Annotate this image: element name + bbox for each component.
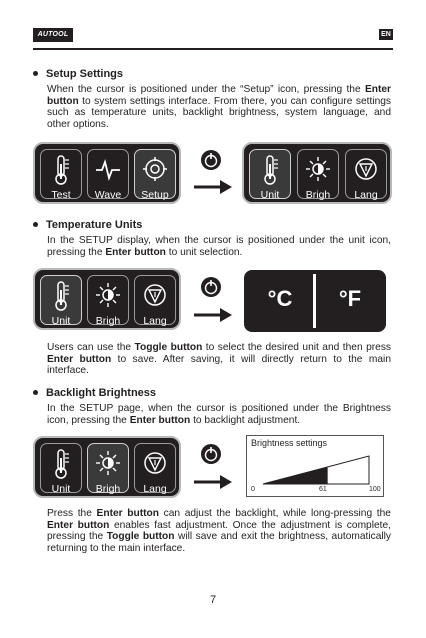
setup-paragraph: When the cursor is positioned under the “Setup” icon, pressing the Enter button to system settings interface. From there, you can configure settings such as temperature units, backlight brightness, system language, and other options. bbox=[47, 84, 391, 130]
page-number: 7 bbox=[209, 594, 217, 606]
toggle-paragraph: Users can use the Toggle button to select the desired unit and then press Enter button to save. After saving, it will directly return to the main interface. bbox=[47, 342, 392, 376]
thermometer-icon bbox=[257, 154, 283, 186]
page-header bbox=[33, 28, 393, 44]
section-title-backlight: Backlight Brightness bbox=[33, 387, 156, 399]
bullet-icon bbox=[33, 390, 38, 395]
adjust-paragraph: Press the Enter button can adjust the backlight, while long-pressing the Enter button enables fast adjustment. Once the adjustment is complete, pressing the Toggle button will save and exit the brightness, automatically returning to the main interface. bbox=[47, 508, 391, 554]
brightness-max-label: 100 bbox=[369, 486, 381, 493]
thermometer-icon bbox=[48, 280, 74, 312]
brightness-icon bbox=[305, 154, 331, 186]
section-title-temperature: Temperature Units bbox=[33, 219, 142, 231]
tile-label-unit: Unit bbox=[51, 483, 71, 495]
tile-label-unit: Unit bbox=[51, 315, 71, 327]
language-icon bbox=[142, 280, 168, 312]
tile-label-brigh: Brigh bbox=[95, 483, 121, 495]
arrow-right-icon bbox=[194, 180, 232, 194]
brightness-title: Brightness settings bbox=[251, 438, 328, 448]
language-badge: EN bbox=[379, 29, 393, 40]
brightness-min-label: 0 bbox=[251, 486, 255, 493]
unit-select-panel bbox=[33, 268, 181, 330]
section-title-setup: Setup Settings bbox=[33, 68, 123, 80]
arrow-right-icon bbox=[194, 475, 232, 489]
tile-label-lang: Lang bbox=[354, 189, 378, 201]
temperature-paragraph: In the SETUP display, when the cursor is positioned under the unit icon, pressing the Enter button to unit selection. bbox=[47, 235, 391, 258]
brightness-settings-box bbox=[246, 435, 384, 497]
wave-icon bbox=[95, 154, 121, 186]
brightness-level-meter[interactable] bbox=[247, 450, 383, 486]
tile-label-lang: Lang bbox=[143, 483, 167, 495]
unit-choice-panel bbox=[244, 270, 386, 332]
header-rule bbox=[33, 48, 393, 50]
language-icon bbox=[353, 154, 379, 186]
autool-logo: AUTOOL bbox=[33, 28, 73, 42]
enter-button-icon bbox=[200, 443, 222, 465]
tile-label-brigh: Brigh bbox=[305, 189, 331, 201]
tile-label-setup: Setup bbox=[141, 189, 169, 201]
target-icon bbox=[142, 154, 168, 186]
bullet-icon bbox=[33, 71, 38, 76]
language-icon bbox=[142, 448, 168, 480]
brightness-value-label: 61 bbox=[319, 486, 327, 493]
enter-button-icon bbox=[200, 149, 222, 171]
backlight-paragraph: In the SETUP page, when the cursor is positioned under the Brightness icon, pressing the Enter button to backlight adjustment. bbox=[47, 403, 391, 426]
brightness-select-panel bbox=[33, 436, 181, 498]
tile-label-unit: Unit bbox=[260, 189, 280, 201]
tile-label-brigh: Brigh bbox=[95, 315, 121, 327]
thermometer-icon bbox=[48, 154, 74, 186]
tile-label-lang: Lang bbox=[143, 315, 167, 327]
main-menu-panel bbox=[33, 142, 181, 204]
enter-button-icon bbox=[200, 276, 222, 298]
arrow-right-icon bbox=[194, 308, 232, 322]
fahrenheit-option[interactable]: °F bbox=[338, 286, 362, 311]
brightness-icon bbox=[95, 448, 121, 480]
thermometer-icon bbox=[48, 448, 74, 480]
tile-label-test: Test bbox=[51, 189, 71, 201]
celsius-option[interactable]: °C bbox=[267, 286, 293, 311]
tile-label-wave: Wave bbox=[94, 189, 122, 201]
setup-menu-panel bbox=[242, 142, 392, 204]
bullet-icon bbox=[33, 222, 38, 227]
brightness-icon bbox=[95, 280, 121, 312]
